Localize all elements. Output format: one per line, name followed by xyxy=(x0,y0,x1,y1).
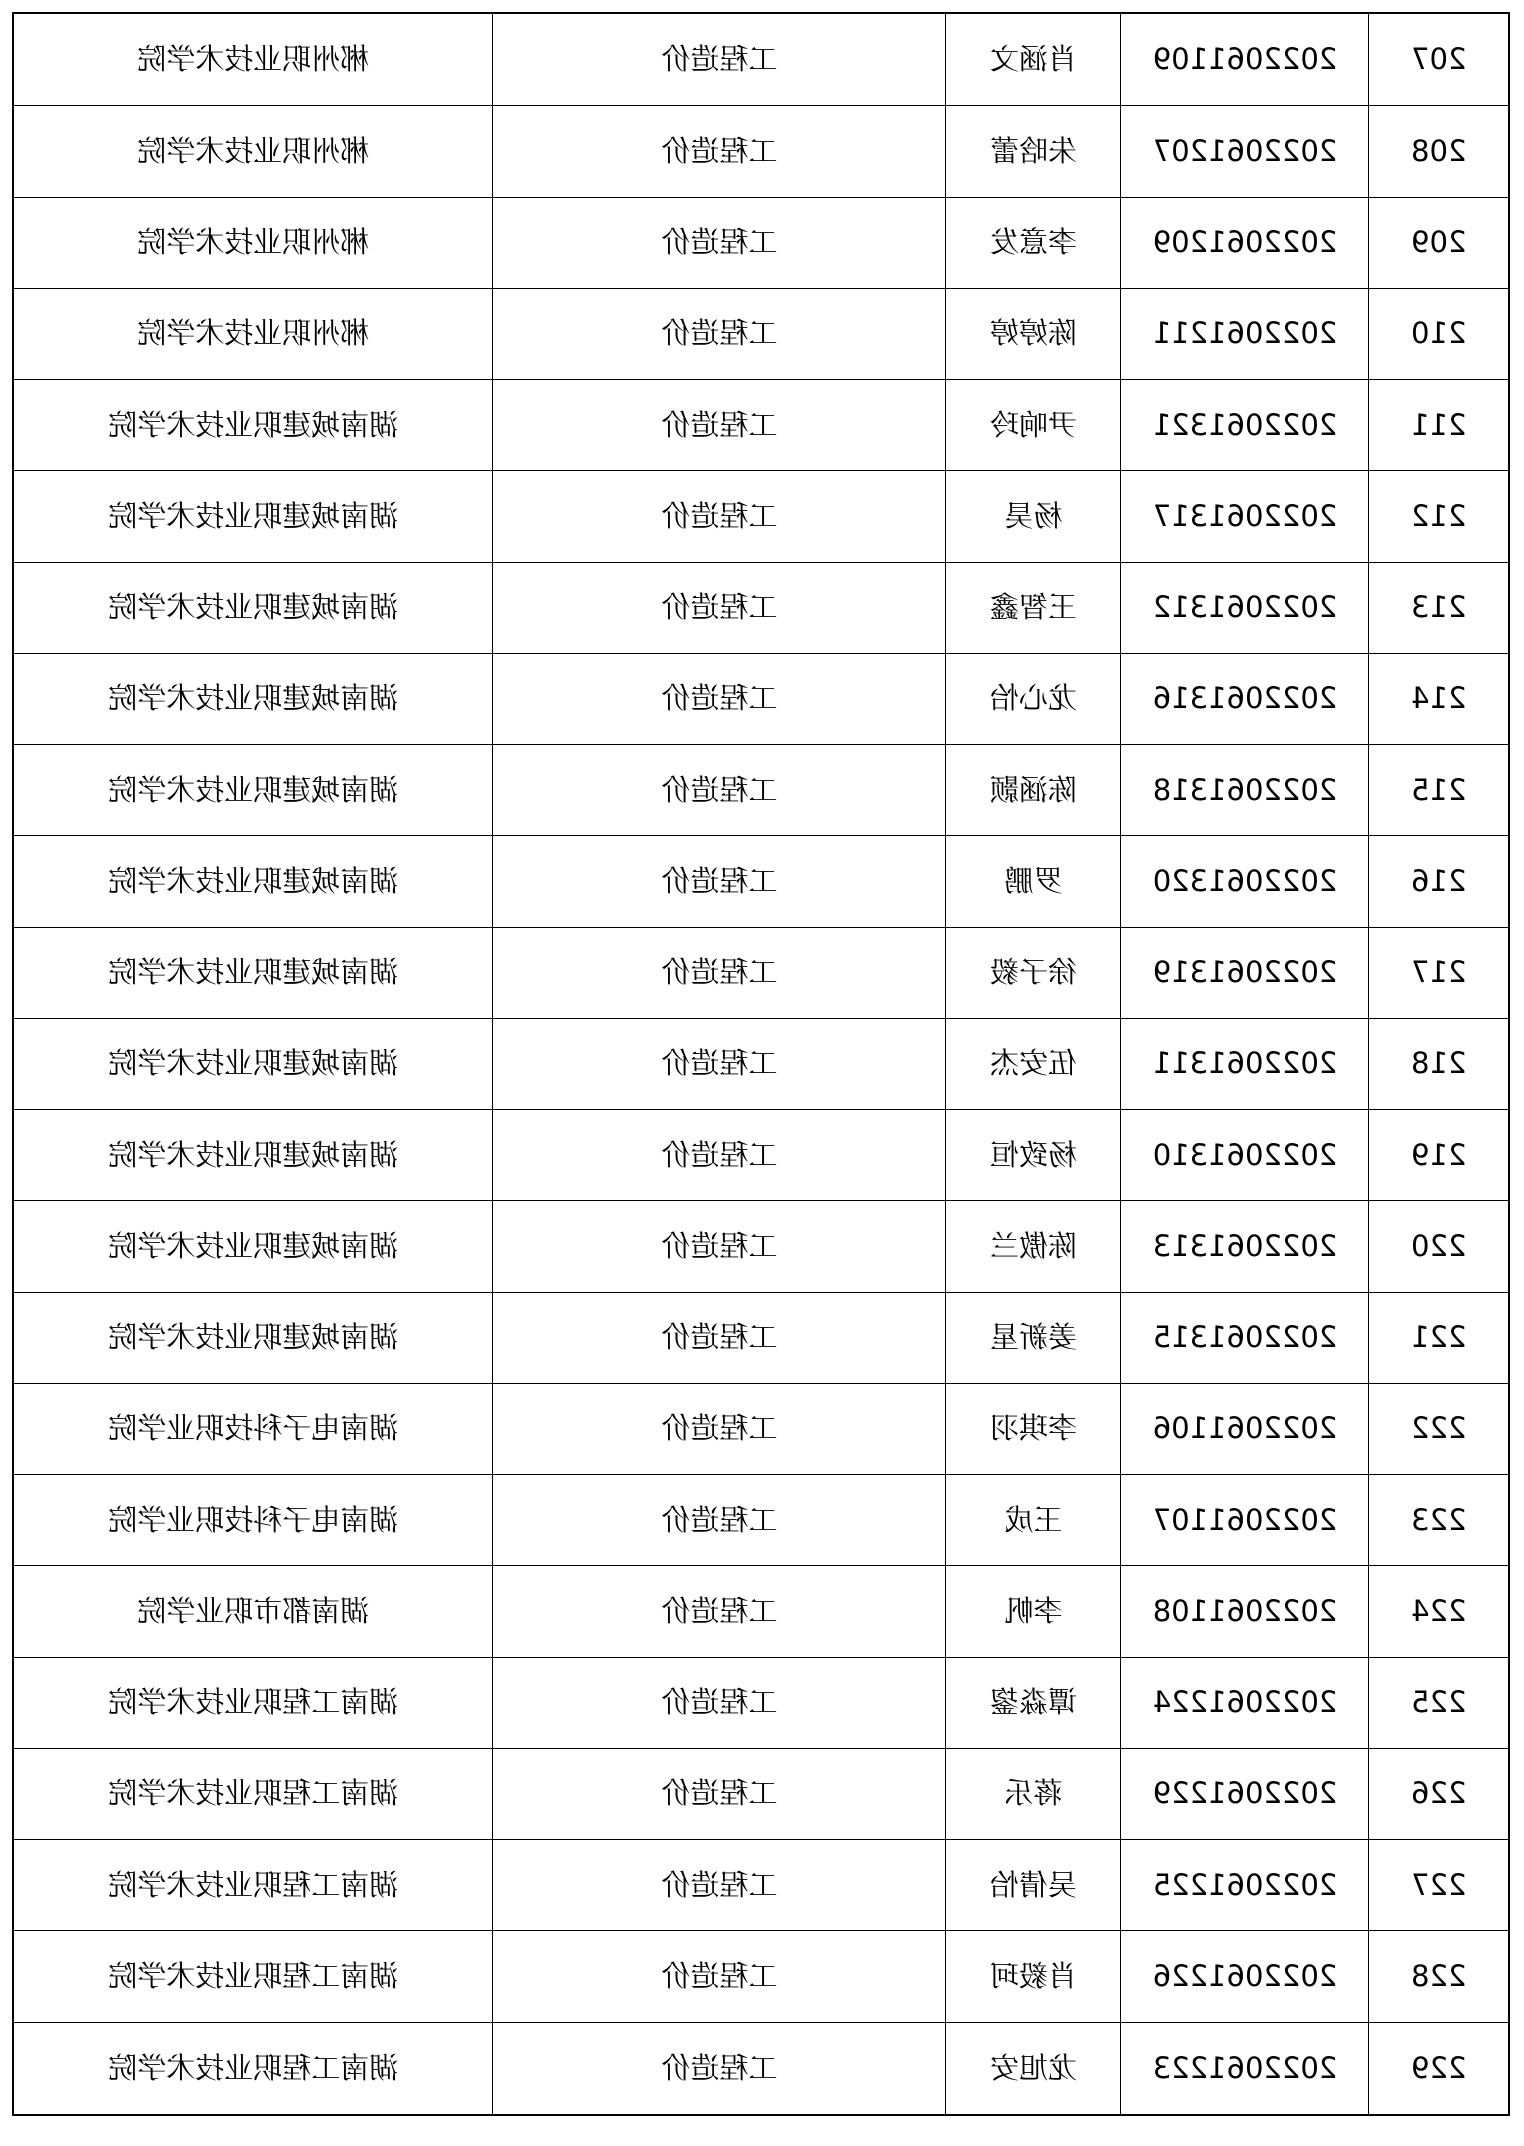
major-cell: 工程造价 xyxy=(493,2022,946,2115)
seq-cell: 214 xyxy=(1369,653,1509,744)
school-cell: 郴州职业技术学院 xyxy=(13,13,493,106)
student-name-cell: 蒋乐 xyxy=(946,1748,1121,1839)
seq-cell: 213 xyxy=(1369,562,1509,653)
table-row xyxy=(13,745,1509,836)
student-name-cell: 龙心怡 xyxy=(946,653,1121,744)
school-cell: 郴州职业技术学院 xyxy=(13,288,493,379)
major-cell: 工程造价 xyxy=(493,1018,946,1109)
major-cell: 工程造价 xyxy=(493,653,946,744)
table-row xyxy=(13,106,1509,197)
table-row xyxy=(13,1931,1509,2022)
school-cell: 湖南城建职业技术学院 xyxy=(13,1110,493,1201)
table-row xyxy=(13,197,1509,288)
student-id-cell: 2022061315 xyxy=(1121,1292,1369,1383)
seq-cell: 212 xyxy=(1369,471,1509,562)
school-cell: 湖南城建职业技术学院 xyxy=(13,1018,493,1109)
student-roster-table xyxy=(12,12,1510,2116)
seq-cell: 223 xyxy=(1369,1475,1509,1566)
student-name-cell: 吴倩怡 xyxy=(946,1840,1121,1931)
student-id-cell: 2022061321 xyxy=(1121,380,1369,471)
seq-cell: 229 xyxy=(1369,2022,1509,2115)
student-name-cell: 肖毅珂 xyxy=(946,1931,1121,2022)
student-id-cell: 2022061229 xyxy=(1121,1748,1369,1839)
seq-cell: 208 xyxy=(1369,106,1509,197)
student-name-cell: 王智鑫 xyxy=(946,562,1121,653)
student-name-cell: 李帆 xyxy=(946,1566,1121,1657)
seq-cell: 220 xyxy=(1369,1201,1509,1292)
major-cell: 工程造价 xyxy=(493,1657,946,1748)
table-row xyxy=(13,562,1509,653)
table-row xyxy=(13,1475,1509,1566)
table-row xyxy=(13,2022,1509,2115)
major-cell: 工程造价 xyxy=(493,836,946,927)
seq-cell: 209 xyxy=(1369,197,1509,288)
seq-cell: 207 xyxy=(1369,13,1509,106)
student-id-cell: 2022061320 xyxy=(1121,836,1369,927)
school-cell: 湖南工程职业技术学院 xyxy=(13,1748,493,1839)
student-name-cell: 王成 xyxy=(946,1475,1121,1566)
major-cell: 工程造价 xyxy=(493,1748,946,1839)
student-name-cell: 杨昊 xyxy=(946,471,1121,562)
major-cell: 工程造价 xyxy=(493,1475,946,1566)
major-cell: 工程造价 xyxy=(493,562,946,653)
major-cell: 工程造价 xyxy=(493,471,946,562)
school-cell: 郴州职业技术学院 xyxy=(13,106,493,197)
student-name-cell: 伍安杰 xyxy=(946,1018,1121,1109)
seq-cell: 226 xyxy=(1369,1748,1509,1839)
seq-cell: 228 xyxy=(1369,1931,1509,2022)
school-cell: 湖南城建职业技术学院 xyxy=(13,380,493,471)
student-id-cell: 2022061319 xyxy=(1121,927,1369,1018)
seq-cell: 224 xyxy=(1369,1566,1509,1657)
student-id-cell: 2022061311 xyxy=(1121,1018,1369,1109)
seq-cell: 211 xyxy=(1369,380,1509,471)
seq-cell: 219 xyxy=(1369,1110,1509,1201)
student-name-cell: 杨致恒 xyxy=(946,1110,1121,1201)
major-cell: 工程造价 xyxy=(493,1201,946,1292)
seq-cell: 216 xyxy=(1369,836,1509,927)
seq-cell: 227 xyxy=(1369,1840,1509,1931)
major-cell: 工程造价 xyxy=(493,1110,946,1201)
student-name-cell: 姜新星 xyxy=(946,1292,1121,1383)
school-cell: 湖南工程职业技术学院 xyxy=(13,1657,493,1748)
major-cell: 工程造价 xyxy=(493,1566,946,1657)
major-cell: 工程造价 xyxy=(493,745,946,836)
table-row xyxy=(13,1566,1509,1657)
student-name-cell: 徐子毅 xyxy=(946,927,1121,1018)
seq-cell: 210 xyxy=(1369,288,1509,379)
school-cell: 湖南工程职业技术学院 xyxy=(13,1840,493,1931)
school-cell: 湖南城建职业技术学院 xyxy=(13,653,493,744)
school-cell: 湖南电子科技职业学院 xyxy=(13,1383,493,1474)
student-id-cell: 2022061108 xyxy=(1121,1566,1369,1657)
seq-cell: 215 xyxy=(1369,745,1509,836)
student-name-cell: 李意发 xyxy=(946,197,1121,288)
table-row xyxy=(13,1748,1509,1839)
seq-cell: 225 xyxy=(1369,1657,1509,1748)
school-cell: 湖南城建职业技术学院 xyxy=(13,745,493,836)
student-id-cell: 2022061226 xyxy=(1121,1931,1369,2022)
major-cell: 工程造价 xyxy=(493,1840,946,1931)
major-cell: 工程造价 xyxy=(493,1383,946,1474)
table-row xyxy=(13,1840,1509,1931)
table-row xyxy=(13,1018,1509,1109)
student-id-cell: 2022061312 xyxy=(1121,562,1369,653)
student-id-cell: 2022061313 xyxy=(1121,1201,1369,1292)
student-id-cell: 2022061207 xyxy=(1121,106,1369,197)
student-id-cell: 2022061106 xyxy=(1121,1383,1369,1474)
student-name-cell: 龙旭安 xyxy=(946,2022,1121,2115)
school-cell: 湖南工程职业技术学院 xyxy=(13,2022,493,2115)
table-row xyxy=(13,1110,1509,1201)
student-name-cell: 陈傲兰 xyxy=(946,1201,1121,1292)
student-name-cell: 李琪羽 xyxy=(946,1383,1121,1474)
school-cell: 湖南城建职业技术学院 xyxy=(13,836,493,927)
student-id-cell: 2022061211 xyxy=(1121,288,1369,379)
table-row xyxy=(13,1201,1509,1292)
table-row xyxy=(13,1657,1509,1748)
seq-cell: 221 xyxy=(1369,1292,1509,1383)
student-name-cell: 谭淼鋆 xyxy=(946,1657,1121,1748)
major-cell: 工程造价 xyxy=(493,1292,946,1383)
student-name-cell: 尹响玲 xyxy=(946,380,1121,471)
roster-body xyxy=(13,13,1509,2115)
student-name-cell: 罗鹏 xyxy=(946,836,1121,927)
school-cell: 郴州职业技术学院 xyxy=(13,197,493,288)
school-cell: 湖南城建职业技术学院 xyxy=(13,1201,493,1292)
seq-cell: 222 xyxy=(1369,1383,1509,1474)
major-cell: 工程造价 xyxy=(493,197,946,288)
student-id-cell: 2022061317 xyxy=(1121,471,1369,562)
student-id-cell: 2022061225 xyxy=(1121,1840,1369,1931)
student-name-cell: 肖涵文 xyxy=(946,13,1121,106)
school-cell: 湖南城建职业技术学院 xyxy=(13,471,493,562)
major-cell: 工程造价 xyxy=(493,288,946,379)
table-row xyxy=(13,836,1509,927)
major-cell: 工程造价 xyxy=(493,106,946,197)
school-cell: 湖南工程职业技术学院 xyxy=(13,1931,493,2022)
table-row xyxy=(13,927,1509,1018)
student-id-cell: 2022061209 xyxy=(1121,197,1369,288)
student-name-cell: 朱晗蕾 xyxy=(946,106,1121,197)
seq-cell: 218 xyxy=(1369,1018,1509,1109)
student-id-cell: 2022061318 xyxy=(1121,745,1369,836)
school-cell: 湖南城建职业技术学院 xyxy=(13,1292,493,1383)
school-cell: 湖南城建职业技术学院 xyxy=(13,562,493,653)
major-cell: 工程造价 xyxy=(493,927,946,1018)
student-id-cell: 2022061316 xyxy=(1121,653,1369,744)
student-id-cell: 2022061224 xyxy=(1121,1657,1369,1748)
student-name-cell: 陈婷婷 xyxy=(946,288,1121,379)
table-row xyxy=(13,1292,1509,1383)
table-row xyxy=(13,1383,1509,1474)
student-id-cell: 2022061223 xyxy=(1121,2022,1369,2115)
major-cell: 工程造价 xyxy=(493,13,946,106)
major-cell: 工程造价 xyxy=(493,1931,946,2022)
school-cell: 湖南城建职业技术学院 xyxy=(13,927,493,1018)
seq-cell: 217 xyxy=(1369,927,1509,1018)
table-row xyxy=(13,471,1509,562)
major-cell: 工程造价 xyxy=(493,380,946,471)
school-cell: 湖南都市职业学院 xyxy=(13,1566,493,1657)
student-id-cell: 2022061109 xyxy=(1121,13,1369,106)
table-row xyxy=(13,288,1509,379)
table-row xyxy=(13,380,1509,471)
student-name-cell: 陈涵颢 xyxy=(946,745,1121,836)
school-cell: 湖南电子科技职业学院 xyxy=(13,1475,493,1566)
table-row xyxy=(13,13,1509,106)
table-row xyxy=(13,653,1509,744)
student-id-cell: 2022061310 xyxy=(1121,1110,1369,1201)
student-id-cell: 2022061107 xyxy=(1121,1475,1369,1566)
